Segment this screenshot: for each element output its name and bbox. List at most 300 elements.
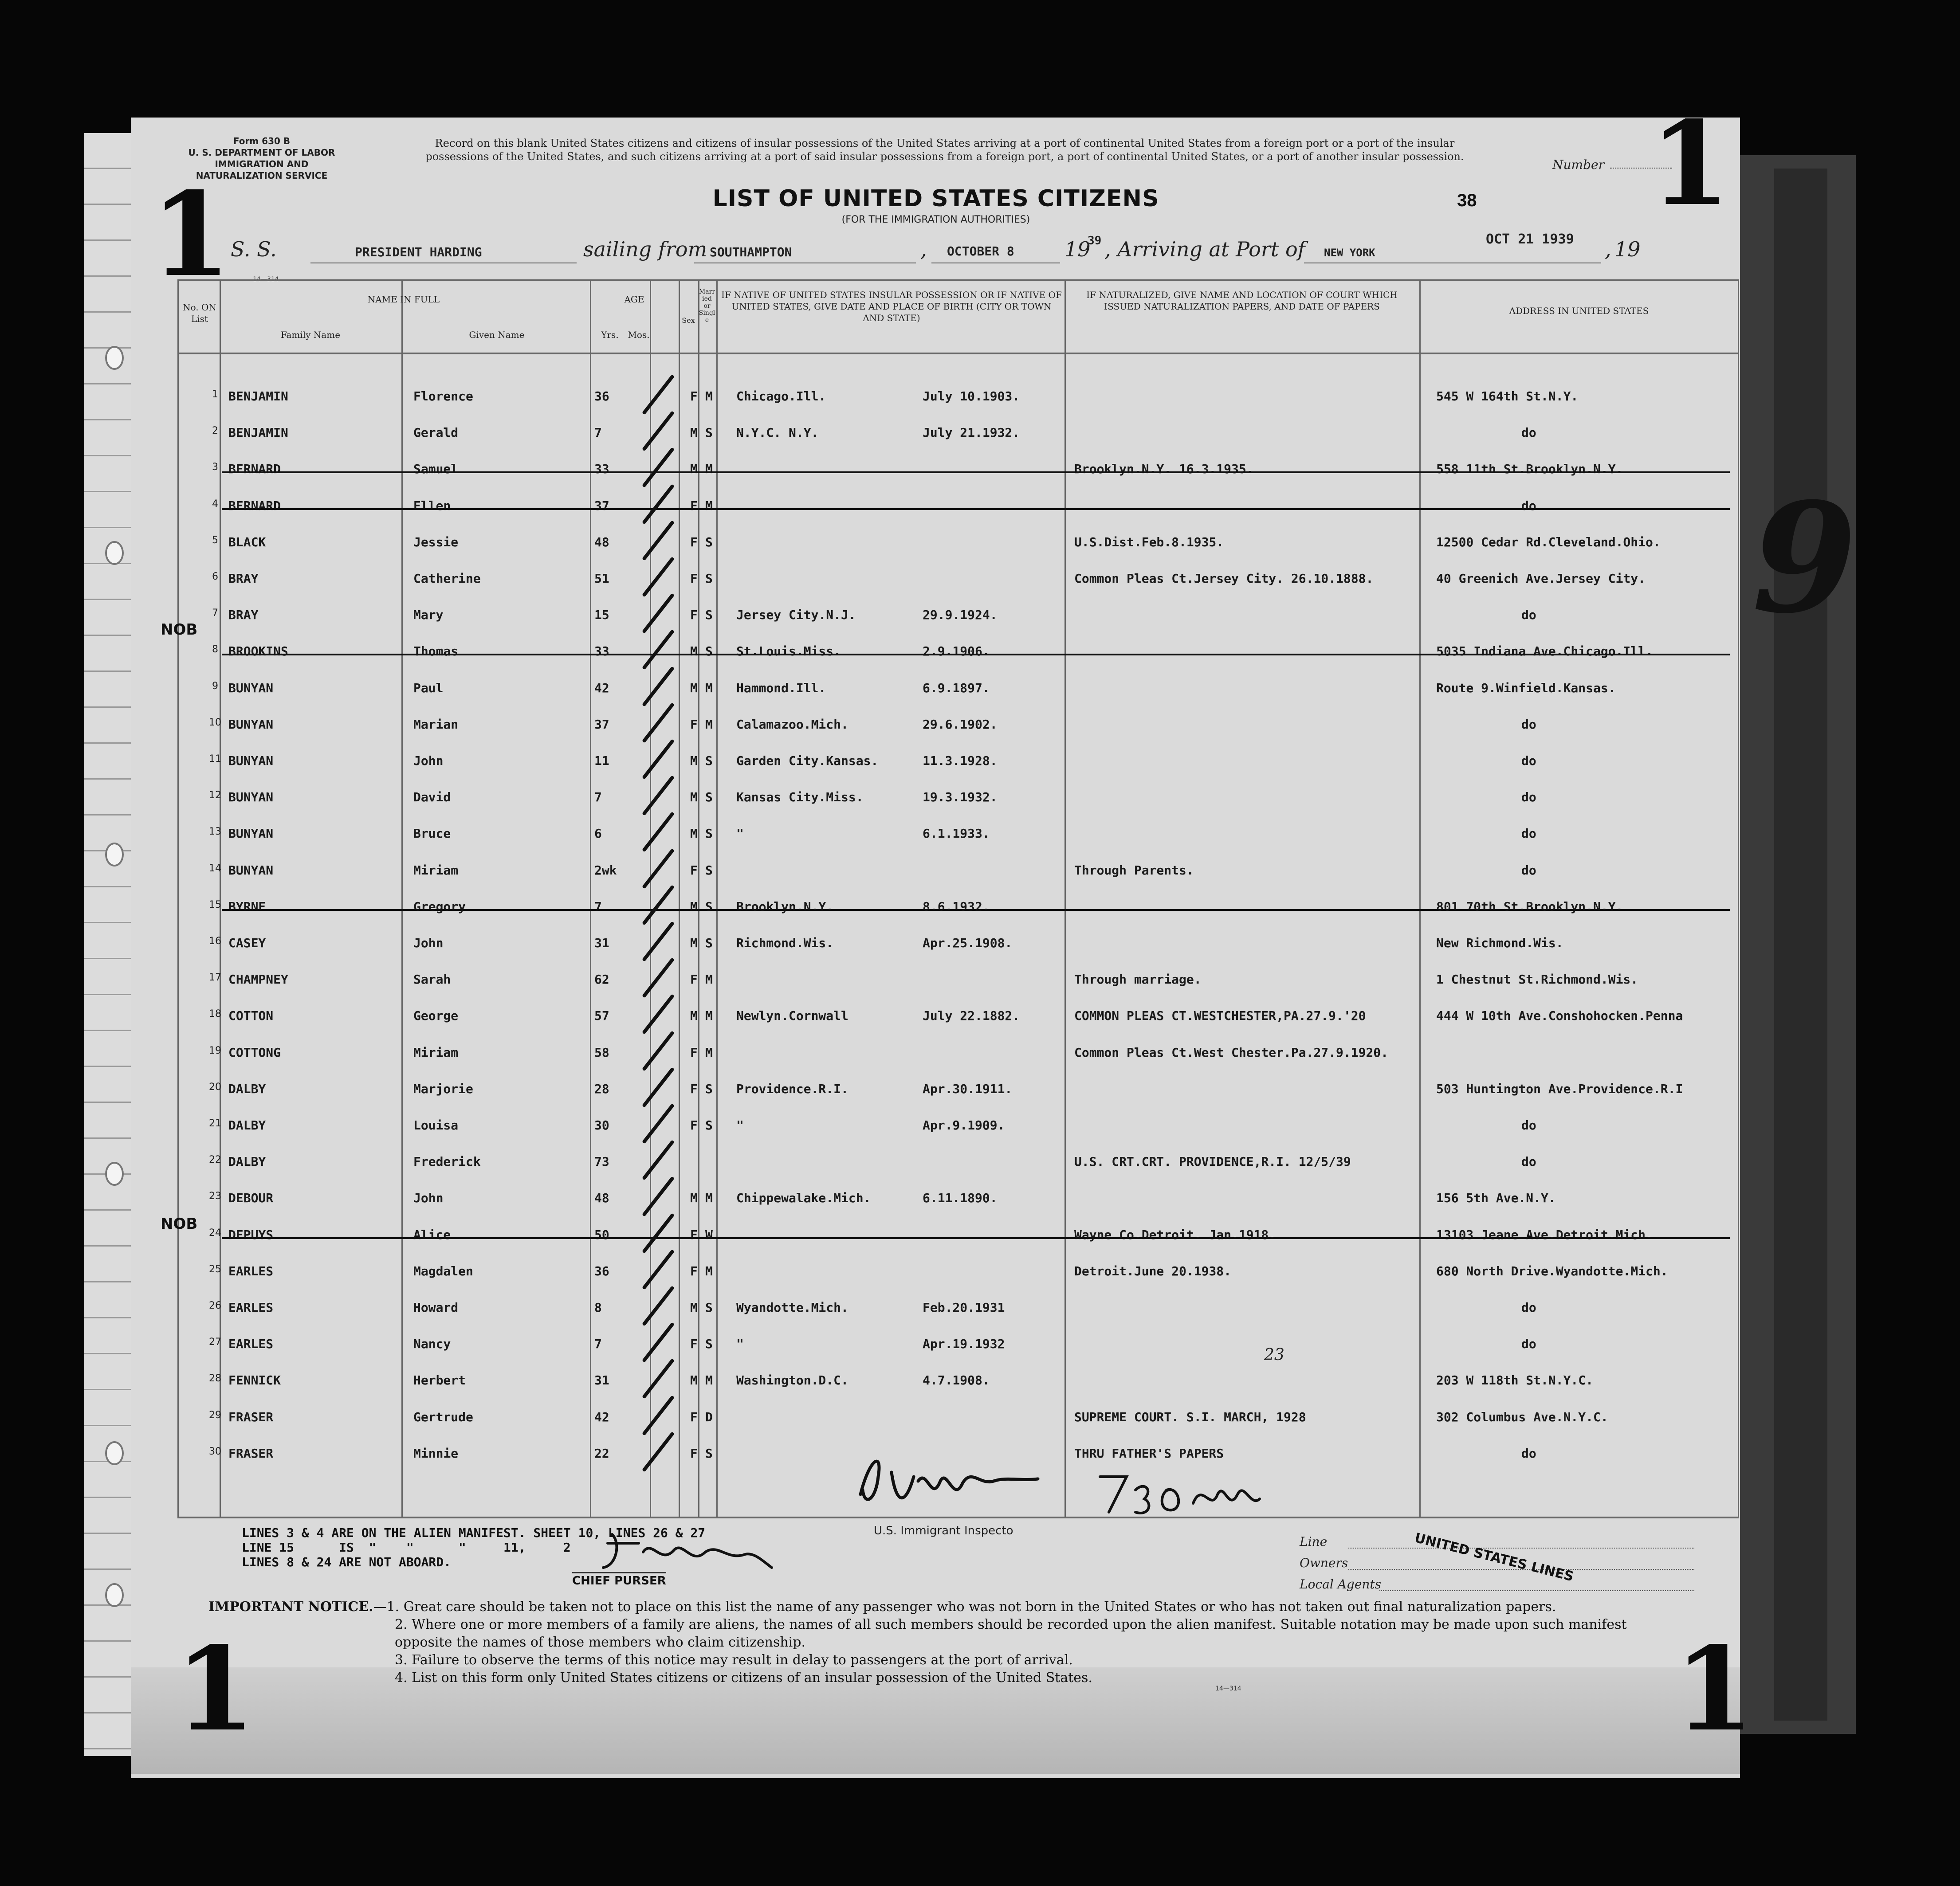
cell-given: Miriam	[413, 1045, 459, 1060]
header-native: IF NATIVE OF UNITED STATES INSULAR POSSESSION OR IF NATIVE OF UNITED STATES, GIVE DATE AND PLACE OF BIRTH (CITY OR TOWN AND STATE)	[721, 290, 1062, 323]
cell-place: Providence.R.I.	[736, 1081, 848, 1096]
cell-no: 20	[209, 1081, 221, 1093]
cell-given: John	[413, 936, 444, 950]
cell-address: 40 Greenich Ave.Jersey City.	[1436, 571, 1646, 586]
cell-no: 9	[212, 680, 218, 692]
cell-sex: M	[690, 1373, 698, 1388]
cell-address: New Richmond.Wis.	[1436, 936, 1563, 950]
cell-sex: F	[690, 1337, 698, 1352]
cell-age: 15	[594, 608, 609, 623]
cell-no: 23	[209, 1191, 221, 1202]
col-rule	[650, 279, 651, 1517]
cell-given: Magdalen	[413, 1263, 473, 1278]
cell-family: DEPUYS	[228, 1227, 274, 1242]
important-notice	[208, 1598, 1685, 1687]
header-sex: Sex	[682, 316, 695, 325]
cell-given: Marian	[413, 717, 459, 732]
sheet-number-top-left: 1	[151, 167, 231, 302]
cell-naturalization: Common Pleas Ct.West Chester.Pa.27.9.1920.	[1074, 1045, 1389, 1060]
backing-sheet-shadow	[1774, 169, 1827, 1721]
binder-hole	[105, 541, 124, 565]
cell-family: CHAMPNEY	[228, 972, 288, 987]
cell-address: 5035 Indiana Ave.Chicago.Ill.	[1436, 644, 1653, 659]
cell-place: Wyandotte.Mich.	[736, 1300, 848, 1315]
arrival-date-stamp: OCT 21 1939	[1486, 231, 1574, 247]
cell-birth-date: 6.9.1897.	[923, 680, 990, 695]
cell-place: Washington.D.C.	[736, 1373, 848, 1388]
cell-no: 24	[209, 1227, 221, 1239]
cell-sex: F	[690, 608, 698, 623]
binder-hole	[105, 843, 124, 867]
cell-sex: M	[690, 826, 698, 841]
cell-family: COTTONG	[228, 1045, 281, 1060]
cell-naturalization: Brooklyn.N.Y. 16.3.1935.	[1074, 462, 1254, 477]
cell-ms: S	[705, 1300, 713, 1315]
cell-birth-date: 11.3.1928.	[923, 753, 998, 768]
strikethrough-line	[222, 471, 1730, 473]
header-family-name: Family Name	[280, 329, 341, 340]
cell-given: John	[413, 753, 444, 768]
ss-label: S. S.	[231, 237, 277, 261]
cell-ms: S	[705, 826, 713, 841]
cell-given: David	[413, 790, 451, 805]
cell-sex: F	[690, 1045, 698, 1060]
notice-item-4: 4. List on this form only United States citizens or citizens of an insular possession of the United States.	[395, 1670, 1092, 1686]
header-age: AGE	[624, 294, 644, 305]
united-states-lines-stamp: UNITED STATES LINES	[1413, 1530, 1575, 1585]
cell-birth-date: July 22.1882.	[923, 1008, 1020, 1023]
cell-family: BUNYAN	[228, 826, 274, 841]
page-title: LIST OF UNITED STATES CITIZENS	[712, 185, 1159, 212]
cell-sex: M	[690, 1008, 698, 1023]
notice-item-3: 3. Failure to observe the terms of this notice may result in delay to passengers at the port of arrival.	[395, 1652, 1073, 1668]
cell-given: Minnie	[413, 1446, 459, 1461]
cell-age: 37	[594, 498, 609, 513]
cell-address: do	[1521, 717, 1536, 732]
cell-ms: M	[705, 389, 713, 404]
cell-birth-date: Feb.20.1931	[923, 1300, 1005, 1315]
nob-annotation-row-24: NOB	[161, 1215, 198, 1233]
cell-birth-date: 19.3.1932.	[923, 790, 998, 805]
stamp-38: 38	[1457, 191, 1477, 210]
cell-age: 73	[594, 1154, 609, 1169]
strikethrough-line	[222, 1237, 1730, 1239]
backing-sheet-mark: 9	[1752, 470, 1857, 647]
header-yrs: Yrs.	[601, 329, 619, 340]
cell-no: 25	[209, 1263, 221, 1275]
binder-hole	[105, 1583, 124, 1607]
printer-mark: 14—314	[253, 276, 279, 283]
cell-place: Hammond.Ill.	[736, 680, 826, 695]
table-top-rule	[177, 279, 1739, 281]
cell-ms: S	[705, 790, 713, 805]
notice-item-1: —1. Great care should be taken not to place on this list the name of any passenger who was not born in the United States or who has not taken out final naturalization papers.	[373, 1599, 1556, 1615]
cell-family: EARLES	[228, 1337, 274, 1352]
cell-sex: M	[690, 899, 698, 914]
cell-birth-date: July 10.1903.	[923, 389, 1020, 404]
cell-place: Brooklyn.N.Y.	[736, 899, 834, 914]
cell-age: 22	[594, 1446, 609, 1461]
cell-sex: F	[690, 1118, 698, 1133]
cell-age: 7	[594, 425, 602, 440]
col-rule	[590, 279, 591, 1517]
header-no-on-list: No. ON List	[183, 302, 216, 324]
col-rule	[679, 279, 680, 1517]
col-rule	[1064, 279, 1066, 1517]
cell-birth-date: 29.6.1902.	[923, 717, 998, 732]
cell-given: Jessie	[413, 534, 459, 549]
cell-address: do	[1521, 1154, 1536, 1169]
cell-family: BRAY	[228, 608, 259, 623]
cell-age: 42	[594, 680, 609, 695]
cell-age: 57	[594, 1008, 609, 1023]
cell-given: George	[413, 1008, 459, 1023]
cell-sex: M	[690, 462, 698, 477]
cell-ms: S	[705, 1337, 713, 1352]
cell-sex: F	[690, 1263, 698, 1278]
cell-no: 1	[212, 389, 218, 400]
cell-sex: F	[690, 389, 698, 404]
cell-family: BYRNE	[228, 899, 266, 914]
note-3: LINES 8 & 24 ARE NOT ABOARD.	[242, 1555, 452, 1569]
cell-given: Gerald	[413, 425, 459, 440]
cell-address: 13103 Jeane Ave.Detroit.Mich.	[1436, 1227, 1653, 1242]
cell-birth-date: 4.7.1908.	[923, 1373, 990, 1388]
cell-age: 11	[594, 753, 609, 768]
cell-address: do	[1521, 425, 1536, 440]
time-annotation	[1091, 1463, 1269, 1521]
year-prefix: 19	[1614, 237, 1641, 261]
cell-address: 444 W 10th Ave.Conshohocken.Penna	[1436, 1008, 1683, 1023]
cell-sex: F	[690, 1409, 698, 1424]
cell-given: Catherine	[413, 571, 481, 586]
cell-address: do	[1521, 608, 1536, 623]
cell-no: 30	[209, 1446, 221, 1457]
cell-naturalization: U.S. CRT.CRT. PROVIDENCE,R.I. 12/5/39	[1074, 1154, 1351, 1169]
cell-place: "	[736, 1337, 744, 1352]
cell-ms: S	[705, 534, 713, 549]
cell-no: 28	[209, 1373, 221, 1384]
cell-place: Kansas City.Miss.	[736, 790, 864, 805]
cell-address: do	[1521, 790, 1536, 805]
cell-birth-date: Apr.25.1908.	[923, 936, 1013, 950]
cell-age: 50	[594, 1227, 609, 1242]
line-field	[1348, 1548, 1694, 1549]
cell-address: 156 5th Ave.N.Y.	[1436, 1191, 1556, 1206]
page-subtitle: (FOR THE IMMIGRATION AUTHORITIES)	[841, 214, 1030, 225]
cell-place: N.Y.C. N.Y.	[736, 425, 819, 440]
cell-no: 14	[209, 863, 221, 874]
arrival-port: NEW YORK	[1324, 247, 1375, 259]
cell-no: 11	[209, 753, 221, 765]
cell-no: 5	[212, 534, 218, 546]
cell-given: Gregory	[413, 899, 466, 914]
header-bottom-rule	[177, 353, 1739, 354]
cell-ms: S	[705, 1446, 713, 1461]
cell-sex: F	[690, 498, 698, 513]
cell-no: 4	[212, 498, 218, 510]
cell-family: EARLES	[228, 1263, 274, 1278]
cell-sex: F	[690, 534, 698, 549]
departure-year-prefix: 19	[1064, 237, 1091, 261]
cell-family: FENNICK	[228, 1373, 281, 1388]
cell-family: BUNYAN	[228, 790, 274, 805]
cell-no: 21	[209, 1118, 221, 1129]
cell-given: Thomas	[413, 644, 459, 659]
cell-age: 48	[594, 534, 609, 549]
cell-naturalization: SUPREME COURT. S.I. MARCH, 1928	[1074, 1409, 1306, 1424]
strikethrough-line	[222, 909, 1730, 911]
cell-ms: M	[705, 972, 713, 987]
cell-place: "	[736, 1118, 744, 1133]
cell-ms: M	[705, 1191, 713, 1206]
cell-family: FRASER	[228, 1409, 274, 1424]
cell-age: 33	[594, 462, 609, 477]
cell-family: COTTON	[228, 1008, 274, 1023]
cell-age: 36	[594, 1263, 609, 1278]
cell-given: Frederick	[413, 1154, 481, 1169]
note-2: LINE 15 IS " " " 11, 2	[242, 1540, 571, 1555]
cell-naturalization: Through Parents.	[1074, 863, 1194, 878]
chief-purser-label: CHIEF PURSER	[572, 1572, 666, 1588]
cell-age: 62	[594, 972, 609, 987]
cell-no: 3	[212, 462, 218, 473]
cell-ms: M	[705, 1045, 713, 1060]
col-rule	[1738, 279, 1739, 1517]
cell-address: do	[1521, 1118, 1536, 1133]
cell-ms: S	[705, 425, 713, 440]
sheet-number-bottom-left: 1	[175, 1622, 255, 1757]
cell-sex: M	[690, 644, 698, 659]
handwritten-23: 23	[1264, 1346, 1284, 1364]
cell-family: BERNARD	[228, 462, 281, 477]
purser-notes	[242, 1525, 705, 1569]
record-instruction: Record on this blank United States citizens and citizens of insular possessions of the United States arriving at a port of continental United States from a foreign port or a port of the insular possessions of the United States, and such citizens arriving at a port of said insular possessions from a foreign port, a port of continental United States, or a port of another insular possession.	[425, 137, 1464, 163]
cell-place: Chippewalake.Mich.	[736, 1191, 871, 1206]
cell-place: Newlyn.Cornwall	[736, 1008, 848, 1023]
cell-address: 12500 Cedar Rd.Cleveland.Ohio.	[1436, 534, 1661, 549]
sheet-number-top-right: 1	[1650, 96, 1730, 231]
cell-family: BLACK	[228, 534, 266, 549]
cell-family: DALBY	[228, 1081, 266, 1096]
nob-annotation-row-8: NOB	[161, 621, 198, 639]
strikethrough-line	[222, 508, 1730, 510]
binder-hole	[105, 346, 124, 370]
cell-sex: F	[690, 972, 698, 987]
line-label: Line	[1300, 1534, 1328, 1549]
cell-given: Alice	[413, 1227, 451, 1242]
sailing-from-label: sailing from	[583, 237, 707, 261]
cell-family: BRAY	[228, 571, 259, 586]
cell-sex: M	[690, 680, 698, 695]
cell-sex: M	[690, 753, 698, 768]
cell-ms: S	[705, 936, 713, 950]
local-agents-label: Local Agents	[1300, 1577, 1382, 1592]
cell-sex: F	[690, 571, 698, 586]
departure-port: SOUTHAMPTON	[710, 245, 792, 259]
cell-naturalization: Wayne Co.Detroit. Jan.1918.	[1074, 1227, 1277, 1242]
cell-place: Jersey City.N.J.	[736, 608, 856, 623]
header-mos: Mos.	[628, 329, 650, 340]
form-code: 14—314	[1215, 1685, 1241, 1692]
cell-no: 8	[212, 644, 218, 655]
sheet-number-bottom-right: 1	[1674, 1622, 1755, 1757]
cell-given: Marjorie	[413, 1081, 473, 1096]
cell-family: BENJAMIN	[228, 425, 288, 440]
cell-address: do	[1521, 753, 1536, 768]
cell-naturalization: THRU FATHER'S PAPERS	[1074, 1446, 1224, 1461]
cell-ms: M	[705, 1008, 713, 1023]
cell-naturalization: U.S.Dist.Feb.8.1935.	[1074, 534, 1224, 549]
cell-address: do	[1521, 863, 1536, 878]
binder-hole	[105, 1441, 124, 1465]
cell-given: Bruce	[413, 826, 451, 841]
inspector-label: U.S. Immigrant Inspecto	[874, 1524, 1013, 1537]
notice-heading: IMPORTANT NOTICE.	[208, 1599, 373, 1615]
cell-age: 58	[594, 1045, 609, 1060]
cell-ms: M	[705, 1263, 713, 1278]
cell-no: 27	[209, 1337, 221, 1348]
cell-naturalization: Through marriage.	[1074, 972, 1202, 987]
binder-hole	[105, 1162, 124, 1186]
cell-no: 2	[212, 425, 218, 437]
cell-sex: F	[690, 1227, 698, 1242]
cell-place: "	[736, 826, 744, 841]
cell-family: DALBY	[228, 1154, 266, 1169]
cell-no: 10	[209, 717, 221, 728]
cell-sex: M	[690, 790, 698, 805]
cell-no: 17	[209, 972, 221, 984]
cell-age: 8	[594, 1300, 602, 1315]
cell-given: Louisa	[413, 1118, 459, 1133]
form-number: Form 630 B	[233, 136, 291, 146]
cell-place: Calamazoo.Mich.	[736, 717, 848, 732]
service: IMMIGRATION AND NATURALIZATION SERVICE	[196, 159, 328, 181]
note-1: LINES 3 & 4 ARE ON THE ALIEN MANIFEST. SHEET 10, LINES 26 & 27	[242, 1525, 706, 1540]
notice-item-2: 2. Where one or more members of a family are aliens, the names of all such members should be recorded upon the alien manifest. Suitable notation may be made upon such manifest opposite the names of those members who claim citizenship.	[395, 1617, 1627, 1650]
cell-ms: S	[705, 1118, 713, 1133]
col-rule	[177, 279, 179, 1517]
cell-naturalization: Common Pleas Ct.Jersey City. 26.10.1888.	[1074, 571, 1374, 586]
cell-no: 18	[209, 1008, 221, 1020]
cell-address: 203 W 118th St.N.Y.C.	[1436, 1373, 1594, 1388]
cell-family: EARLES	[228, 1300, 274, 1315]
cell-age: 7	[594, 1337, 602, 1352]
cell-no: 22	[209, 1154, 221, 1166]
cell-place: Garden City.Kansas.	[736, 753, 879, 768]
cell-address: do	[1521, 1300, 1536, 1315]
cell-address: do	[1521, 1337, 1536, 1352]
cell-given: Howard	[413, 1300, 459, 1315]
cell-given: Nancy	[413, 1337, 451, 1352]
cell-ms: S	[705, 644, 713, 659]
cell-age: 33	[594, 644, 609, 659]
cell-place: Chicago.Ill.	[736, 389, 826, 404]
cell-no: 7	[212, 608, 218, 619]
cell-address: Route 9.Winfield.Kansas.	[1436, 680, 1616, 695]
number-label: Number	[1552, 157, 1604, 172]
cell-given: Paul	[413, 680, 444, 695]
arriving-label: , Arriving at Port of	[1104, 237, 1305, 261]
cell-no: 12	[209, 790, 221, 801]
cell-ms: S	[705, 753, 713, 768]
cell-family: BUNYAN	[228, 753, 274, 768]
cell-given: Samuel	[413, 462, 459, 477]
cell-address: 680 North Drive.Wyandotte.Mich.	[1436, 1263, 1668, 1278]
header-married-single: Married or Single	[699, 288, 715, 324]
cell-age: 30	[594, 1118, 609, 1133]
cell-no: 6	[212, 571, 218, 582]
cell-address: 1 Chestnut St.Richmond.Wis.	[1436, 972, 1638, 987]
cell-birth-date: 6.11.1890.	[923, 1191, 998, 1206]
cell-ms: M	[705, 462, 713, 477]
cell-age: 28	[594, 1081, 609, 1096]
cell-ms: M	[705, 1373, 713, 1388]
cell-family: FRASER	[228, 1446, 274, 1461]
cell-age: 51	[594, 571, 609, 586]
cell-address: 558 11th St.Brooklyn.N.Y.	[1436, 462, 1623, 477]
cell-address: 545 W 164th St.N.Y.	[1436, 389, 1579, 404]
cell-ms: M	[705, 717, 713, 732]
cell-sex: M	[690, 425, 698, 440]
cell-age: 48	[594, 1191, 609, 1206]
header-name-in-full: NAME IN FULL	[367, 294, 440, 305]
cell-sex: F	[690, 1081, 698, 1096]
cell-sex: M	[690, 1300, 698, 1315]
cell-ms: S	[705, 1081, 713, 1096]
cell-birth-date: Apr.19.1932	[923, 1337, 1005, 1352]
header-given-name: Given Name	[469, 329, 525, 340]
cell-ms: S	[705, 571, 713, 586]
cell-age: 42	[594, 1409, 609, 1424]
cell-age: 7	[594, 790, 602, 805]
cell-ms: D	[705, 1409, 713, 1424]
cell-given: Florence	[413, 389, 473, 404]
cell-sex: F	[690, 863, 698, 878]
cell-no: 26	[209, 1300, 221, 1311]
cell-sex: F	[690, 1446, 698, 1461]
cell-ms: W	[705, 1227, 713, 1242]
departure-year: 39	[1088, 234, 1102, 247]
cell-age: 31	[594, 936, 609, 950]
cell-ms: S	[705, 608, 713, 623]
cell-family: BUNYAN	[228, 717, 274, 732]
ship-name: PRESIDENT HARDING	[355, 245, 482, 259]
cell-age: 31	[594, 1373, 609, 1388]
cell-age: 6	[594, 826, 602, 841]
cell-family: BROOKINS	[228, 644, 288, 659]
cell-birth-date: 2.9.1906.	[923, 644, 990, 659]
cell-given: Sarah	[413, 972, 451, 987]
cell-age: 2wk	[594, 863, 617, 878]
cell-age: 7	[594, 899, 602, 914]
cell-given: John	[413, 1191, 444, 1206]
cell-given: Gertrude	[413, 1409, 473, 1424]
cell-no: 13	[209, 826, 221, 838]
cell-no: 29	[209, 1409, 221, 1421]
col-rule	[401, 279, 403, 1517]
cell-family: BUNYAN	[228, 863, 274, 878]
cell-address: 302 Columbus Ave.N.Y.C.	[1436, 1409, 1608, 1424]
strikethrough-line	[222, 654, 1730, 655]
cell-ms: M	[705, 498, 713, 513]
cell-no: 15	[209, 899, 221, 910]
cell-birth-date: July 21.1932.	[923, 425, 1020, 440]
cell-sex: M	[690, 1191, 698, 1206]
cell-given: Mary	[413, 608, 444, 623]
cell-sex: F	[690, 717, 698, 732]
col-rule	[1419, 279, 1421, 1517]
